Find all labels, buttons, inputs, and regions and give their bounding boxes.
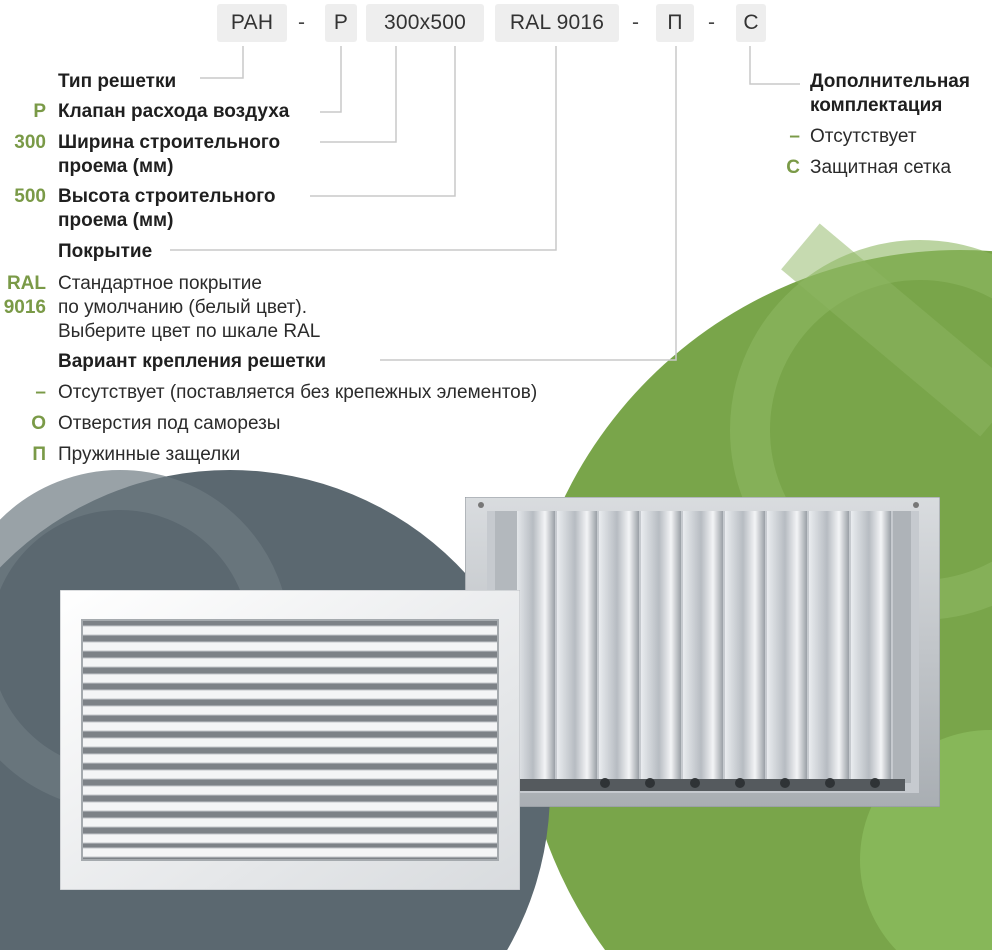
mount-option-label: Пружинные защелки	[58, 444, 241, 465]
code-segment-extra: С	[736, 4, 766, 42]
code-segment-valve: Р	[325, 4, 357, 42]
mount-option-key: П	[32, 444, 46, 465]
width-key: 300	[14, 132, 46, 153]
code-segment-size: 300x500	[366, 4, 484, 42]
height-key: 500	[14, 186, 46, 207]
code-separator: -	[632, 11, 639, 34]
valve-label: Клапан расхода воздуха	[58, 101, 290, 122]
code-separator: -	[708, 11, 715, 34]
mount-option-key: –	[35, 382, 46, 403]
extra-option-label: Защитная сетка	[810, 157, 952, 178]
width-label-line2: проема (мм)	[58, 156, 174, 177]
valve-key: Р	[33, 101, 46, 122]
extra-option-key: –	[789, 126, 800, 147]
extra-heading-line1: Дополнительная	[810, 71, 970, 92]
code-segment-coating: RAL 9016	[495, 4, 619, 42]
mount-option-label: Отсутствует (поставляется без крепежных элементов)	[58, 382, 538, 403]
type-heading: Тип решетки	[58, 71, 177, 92]
extra-option-label: Отсутствует	[810, 126, 917, 147]
code-segment-mount: П	[656, 4, 694, 42]
ral-text-line2: по умолчанию (белый цвет).	[58, 297, 307, 318]
ral-key-line2: 9016	[3, 297, 46, 318]
ral-text-line3: Выберите цвет по шкале RAL	[58, 321, 321, 342]
mount-option-label: Отверстия под саморезы	[58, 413, 281, 434]
ral-key-line1: RAL	[6, 273, 46, 294]
extra-option-key: С	[786, 157, 800, 178]
coating-heading: Покрытие	[58, 241, 153, 262]
code-segment-product: РАН	[217, 4, 287, 42]
width-label-line1: Ширина строительного	[58, 132, 281, 153]
ral-text-line1: Стандартное покрытие	[58, 273, 262, 294]
mount-option-key: О	[31, 413, 46, 434]
extra-heading-line2: комплектация	[810, 95, 943, 116]
grille-image	[60, 590, 520, 890]
height-label-line2: проема (мм)	[58, 210, 174, 231]
height-label-line1: Высота строительного	[58, 186, 276, 207]
mount-heading: Вариант крепления решетки	[58, 351, 327, 372]
air-valve-image	[465, 497, 940, 807]
code-separator: -	[298, 11, 305, 34]
